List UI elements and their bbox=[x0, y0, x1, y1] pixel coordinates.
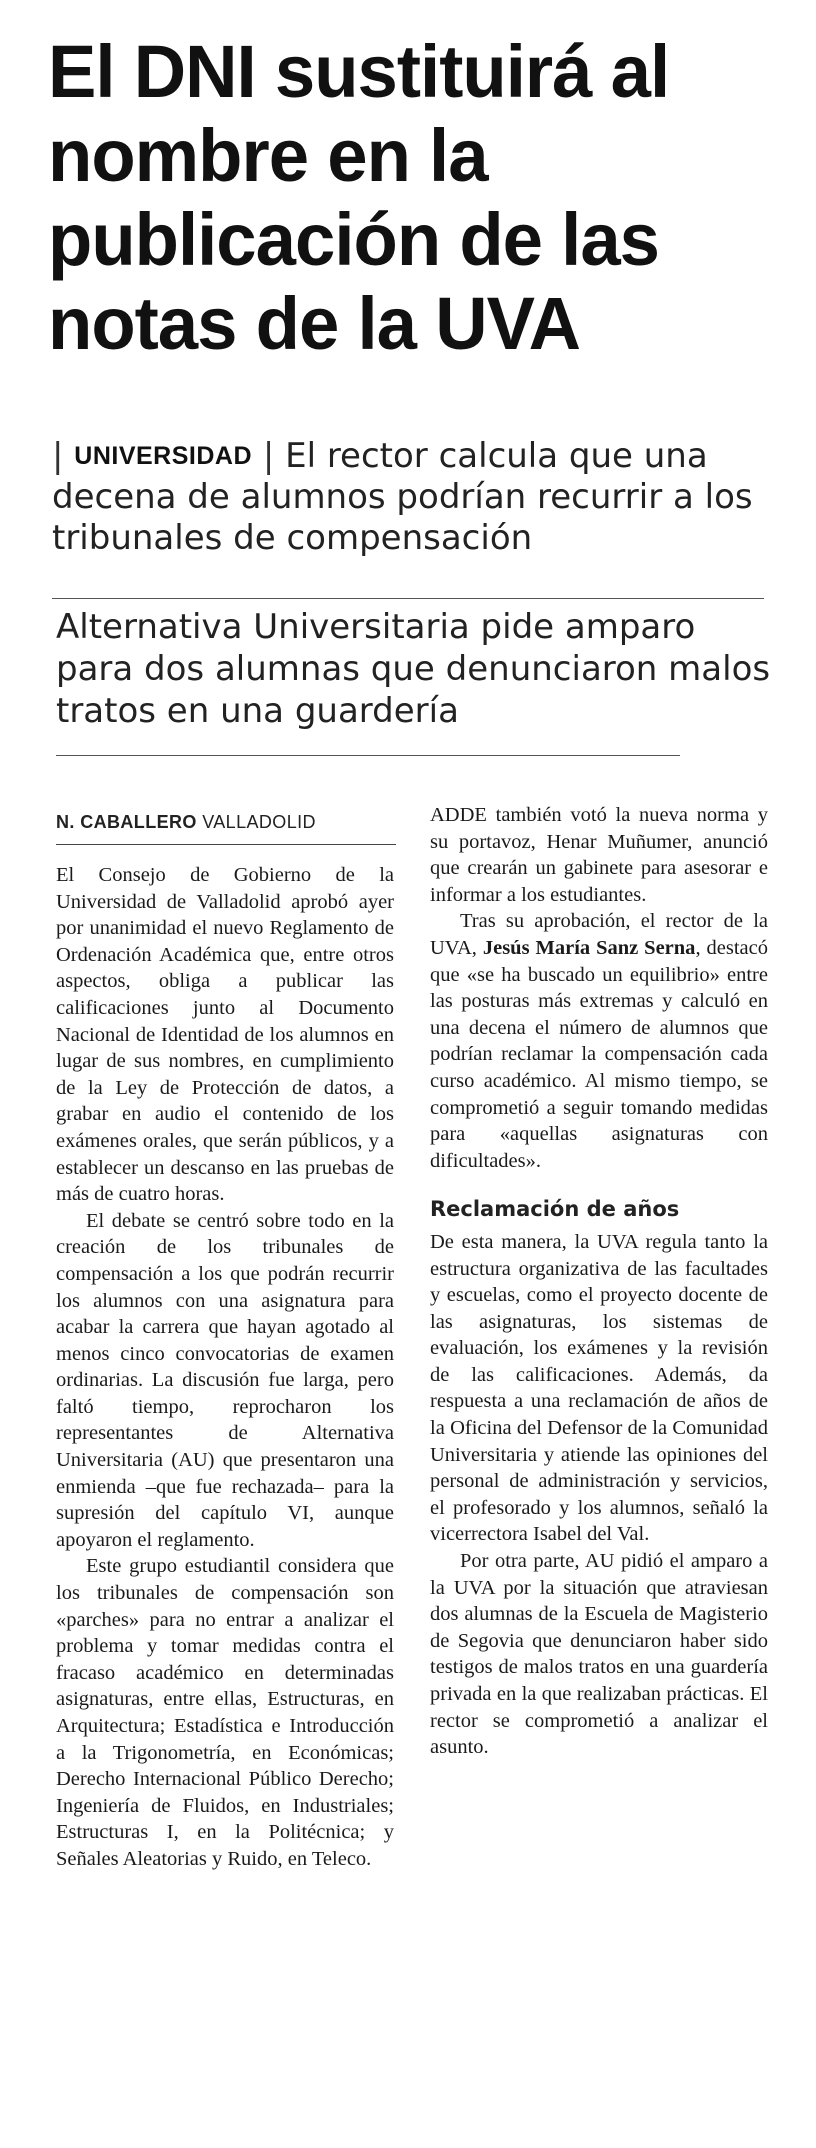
byline-rule bbox=[56, 844, 396, 845]
person-name: Jesús María Sanz Serna bbox=[482, 936, 696, 959]
body-text: , destacó que «se ha buscado un equilibrio» entre las posturas más extremas y calculó en una decena el número de alumnos que podrían reclamar la compensación cada curso académico. Al mismo tiempo, se comprometió a seguir tomando medidas para «aquellas asignaturas con dificultades». bbox=[430, 936, 768, 1172]
body-paragraph: El debate se centró sobre todo en la creación de los tribunales de compensación a los que podrán recurrir los alumnos con una asignatura para acabar la carrera que hayan agotado al menos cinco convocatorias de examen ordinarias. La discusión fue larga, pero faltó tiempo, reprocharon los representantes de Alternativa Universitaria (AU) que presentaron una enmienda –que fue rechazada– para la supresión del capítulo VI, aunque apoyaron el reglamento. bbox=[56, 1209, 394, 1551]
article-column-right bbox=[430, 802, 768, 1761]
section-divider: | bbox=[52, 436, 75, 476]
deck-rule bbox=[56, 755, 680, 756]
byline-author: N. CABALLERO bbox=[56, 812, 197, 832]
body-paragraph: ADDE también votó la nueva norma y su portavoz, Henar Muñumer, anunció que crearán un gabinete para asesorar e informar a los estudiantes. bbox=[430, 804, 768, 906]
byline bbox=[56, 812, 396, 833]
body-text: Tras su aprobación, el rector de la UVA, bbox=[430, 910, 768, 959]
section-subtitle: Reclamación de años bbox=[430, 1197, 680, 1222]
body-paragraph: Este grupo estudiantil considera que los tribunales de compensación son «parches» para no entrar a analizar el problema y tomar medidas contra el fracaso académico en determinadas asignaturas, entre ellas, Estructuras, en Arquitectura; Estadística e Introducción a la Trigonometría, en Económicas; Derecho Internacional Público Derecho; Ingeniería de Fluidos, en Industriales; Estructuras I, en la Politécnica; y Señales Aleatorias y Ruido, en Teleco. bbox=[56, 1555, 394, 1870]
section-divider: | bbox=[252, 436, 286, 476]
subtitle-section bbox=[430, 1229, 768, 1761]
section-label: UNIVERSIDAD bbox=[74, 442, 253, 470]
body-paragraph: El Consejo de Gobierno de la Universidad de Valladolid aprobó ayer por unanimidad el nuevo Reglamento de Ordenación Académica que, entre otros aspectos, obliga a publicar las calificaciones junto al Documento Nacional de Identidad de los alumnos en lugar de sus nombres, en cumplimiento de la Ley de Protección de datos, a grabar en audio el contenido de los exámenes orales, que serán públicos, y a establecer un descanso en las pruebas de más de cuatro horas. bbox=[56, 864, 394, 1206]
article-column-left bbox=[56, 862, 394, 1873]
deck: Alternativa Universitaria pide amparo para dos alumnas que denunciaron malos tratos en una guardería bbox=[56, 607, 771, 731]
byline-place: VALLADOLID bbox=[202, 812, 316, 832]
subhead-rule bbox=[52, 598, 764, 599]
body-paragraph bbox=[430, 908, 768, 1174]
body-paragraph: De esta manera, la UVA regula tanto la estructura organizativa de las facultades y escuelas, como el proyecto docente de las asignaturas, los sistemas de evaluación, los exámenes y la revisión de las calificaciones. Además, da respuesta a una reclamación de años de la Oficina del Defensor de la Comunidad Universitaria y atiende las opiniones del personal de administración y servicios, el profesorado y los alumnos, señaló la vicerrectora Isabel del Val. bbox=[430, 1230, 768, 1546]
subhead bbox=[52, 436, 792, 559]
headline: El DNI sustituirá al nombre en la publicación de las notas de la UVA bbox=[48, 30, 670, 365]
subhead-text: El rector calcula que una decena de alumnos podrían recurrir a los tribunales de compensación bbox=[52, 436, 753, 558]
body-paragraph: Por otra parte, AU pidió el amparo a la UVA por la situación que atraviesan dos alumnas de la Escuela de Magisterio de Segovia que denunciaron haber sido testigos de malos tratos en una guardería privada en la que realizaban prácticas. El rector se comprometió a analizar el asunto. bbox=[430, 1550, 768, 1759]
